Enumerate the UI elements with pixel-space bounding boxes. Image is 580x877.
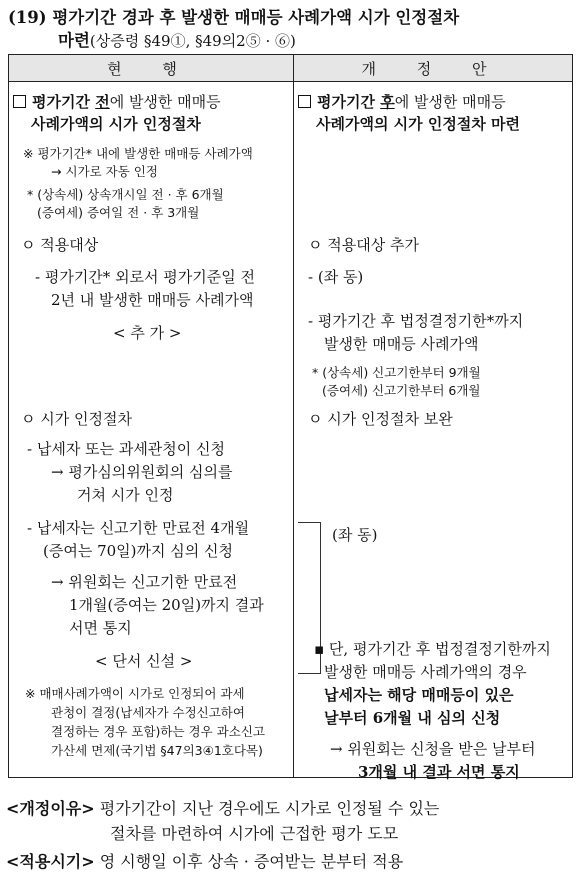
same-as-left: (좌 동) — [332, 526, 378, 544]
section-title: (19) 평가기간 경과 후 발생한 매매등 사례가액 시가 인정절차 — [8, 8, 460, 27]
reason-line: <개정이유> 평가기간이 지난 경우에도 시가로 인정될 수 있는 — [6, 799, 440, 818]
proposed-column: 평가기간 후에 발생한 매매등 사례가액의 시가 인정절차 마련 ㅇ 적용대상 추가 - (좌 동) - 평가기간 후 법정결정기한*까지 발생한 매매등 사례가액 * (상속세) 신고기한부터 9개월 (증여세) 신고기한부터 6개월 ㅇ 시가 인정절차 보완 (좌 동) ▪ 단, 평가기간 후 법정결정기한까지 발생한 매매등 사례가액의 경우 납세자는 해당 매매등이 있은 날부터 6개월 내 심의 신청 → 위원회는 신청을 받은 날부터 3개월 내 결과 서면 통지 — [294, 82, 573, 778]
current-remark: ※ 매매사례가액이 시가로 인정되어 과세 — [25, 686, 245, 701]
current-heading-line2: 사례가액의 시가 인정절차 — [31, 115, 201, 133]
proposed-procedure-heading: ㅇ 시가 인정절차 보완 — [308, 410, 453, 428]
proposed-scope-heading: ㅇ 적용대상 추가 — [308, 236, 419, 254]
current-scope-heading: ㅇ 적용대상 — [21, 236, 99, 254]
current-note: ※ 평가기간* 내에 발생한 매매등 사례가액 — [23, 146, 253, 161]
header-current: 현 행 — [9, 55, 294, 82]
proposed-heading: 평가기간 후에 발생한 매매등 — [298, 91, 506, 112]
added-marker: < 추 가 > — [113, 324, 182, 342]
checkbox-icon — [298, 95, 311, 108]
comparison-table — [8, 54, 573, 781]
current-procedure-heading: ㅇ 시가 인정절차 — [21, 410, 132, 428]
proposed-heading-line2: 사례가액의 시가 인정절차 마련 — [316, 115, 521, 133]
header-proposed: 개 정 안 — [294, 55, 573, 82]
current-column: 평가기간 전에 발생한 매매등 사례가액의 시가 인정절차 ※ 평가기간* 내에 발생한 매매등 사례가액 → 시가로 자동 인정 * (상속세) 상속개시일 전 · 후 6개월 (증여세) 증여일 전 · 후 3개월 ㅇ 적용대상 - 평가기간* 외로서 평가기준일 전 2년 내 발생한 매매등 사례가액 < 추 가 > ㅇ 시가 인정절차 - 납세자 또는 과세관청이 신청 → 평가심의위원회의 심의를 거쳐 시가 인정 - 납세자는 신고기한 만료전 4개월 (증여는 70일)까지 심의 신청 → 위원회는 신고기한 만료전 1개월(증여는 20일)까지 결과 서면 통지 < 단서 신설 > ※ 매매사례가액이 시가로 인정되어 과세 관청이 결정(납세자가 수정신고하여 결정하는 경우 포함)하는 경우 과소신고 가산세 면제(국기법 §47의3④1호다목) — [9, 82, 294, 778]
current-heading: 평가기간 전에 발생한 매매등 — [13, 91, 221, 112]
new-clause-marker: < 단서 신설 > — [95, 652, 193, 670]
checkbox-icon — [13, 95, 26, 108]
effective-date-line: <적용시기> 영 시행일 이후 상속 · 증여받는 분부터 적용 — [6, 852, 404, 871]
reason-line2: 절차를 마련하여 시가에 근접한 평가 도모 — [110, 824, 399, 843]
section-title-line2: 마련(상증령 §49①, §49의2⑤ · ⑥) — [58, 31, 296, 50]
proposed-proviso: ▪ 단, 평가기간 후 법정결정기한까지 — [314, 640, 551, 658]
